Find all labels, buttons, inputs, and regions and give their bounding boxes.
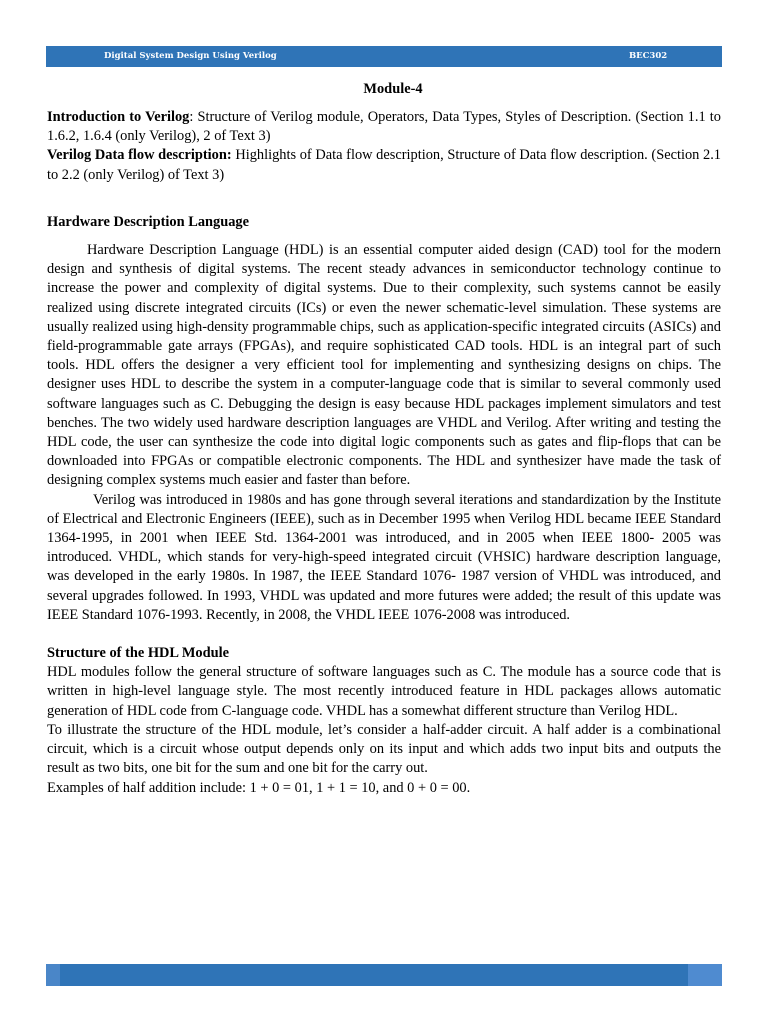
section-module-structure-paragraph-3: Examples of half addition include: 1 + 0 = 01, 1 + 1 = 10, and 0 + 0 = 00. [47, 779, 471, 796]
section-hdl-heading: Hardware Description Language [47, 213, 249, 230]
syllabus-item-intro [47, 108, 721, 146]
section-module-structure [47, 644, 721, 798]
header-course-code: BEC302 [629, 51, 668, 61]
page-content [47, 80, 721, 798]
syllabus-item-intro-label: Introduction to Verilog [47, 109, 190, 125]
section-module-structure-paragraph-2: To illustrate the structure of the HDL module, let’s consider a half-adder circuit. A half adder is a combinational circuit, which is a circuit whose output depends only on its input and which adds two input bits and outputs the result as two bits, one bit for the sum and one bit for the carry out. [47, 721, 721, 777]
section-hdl-paragraph-2: Verilog was introduced in 1980s and has gone through several iterations and standardization by the Institute of Electrical and Electronic Engineers (IEEE), such as in December 1995 when Verilog HDL became IEEE Standard 1364-1995, in 2001 when IEEE Std. 1364-2001 was introduced, and in 2005 when IEEE 1800- 2005 was introduced. VHDL, which stands for very-high-speed integrated circuit (VHSIC) hardware description language, was developed in the early 1980s. In 1987, the IEEE Standard 1076- 1987 version of VHDL was introduced, and several upgrades followed. In 1993, VHDL was updated and more futures were added; the result of this update was IEEE Standard 1076-1993. Recently, in 2008, the VHDL IEEE 1076-2008 was introduced. [47, 491, 721, 623]
footer-right-accent [688, 964, 722, 986]
syllabus-item-dataflow-text: Highlights of Data flow description, Structure of Data flow description. (Section 2.1 to 2.2 (only Verilog) of Text 3) [47, 147, 721, 183]
section-hdl [47, 213, 721, 625]
module-syllabus [47, 108, 721, 185]
header-course-title: Digital System Design Using Verilog [104, 51, 277, 61]
page-header-bar [46, 46, 722, 67]
syllabus-item-dataflow-label: Verilog Data flow description: [47, 147, 232, 164]
module-title: Module-4 [363, 81, 423, 97]
section-module-structure-heading: Structure of the HDL Module [47, 645, 230, 662]
syllabus-item-intro-text: : Structure of Verilog module, Operators, Data Types, Styles of Description. (Section 1.1 to 1.6.2, 1.6.4 (only Verilog), 2 of Text 3) [47, 109, 721, 145]
syllabus-item-dataflow [47, 146, 721, 184]
section-module-structure-paragraph-1: HDL modules follow the general structure of software languages such as C. The module has a source code that is written in high-level language style. The most recently introduced feature in HDL packages allows automatic generation of HDL code from C-language code. VHDL has a somewhat different structure than Verilog HDL. [47, 664, 721, 719]
section-hdl-paragraph-1: Hardware Description Language (HDL) is an essential computer aided design (CAD) tool for the modern design and synthesis of digital systems. The recent steady advances in semiconductor technology continue to increase the power and complexity of digital systems. Due to their complexity, such systems cannot be easily realized using discrete integrated circuits (ICs) or even the newer schematic-level simulation. These systems are usually realized using high-density programmable chips, such as application-specific integrated circuits (ASICs) and field-programmable gate arrays (FPGAs), and require sophisticated CAD tools. HDL is an integral part of such tools. HDL offers the designer a very efficient tool for implementing and synthesizing designs on chips. The designer uses HDL to describe the system in a computer-language code that is similar to several commonly used software languages such as C. Debugging the design is easy because HDL packages implement simulators and test benches. The two widely used hardware description languages are VHDL and Verilog. After writing and testing the HDL code, the user can synthesize the code into digital logic components such as gates and flip-flops that can be downloaded into FPGAs or compatible electronic components. The HDL and synthesizer have made the task of designing complex systems much easier and faster than before. [47, 242, 721, 489]
footer-left-accent [46, 964, 60, 986]
page-footer-bar [46, 964, 722, 986]
